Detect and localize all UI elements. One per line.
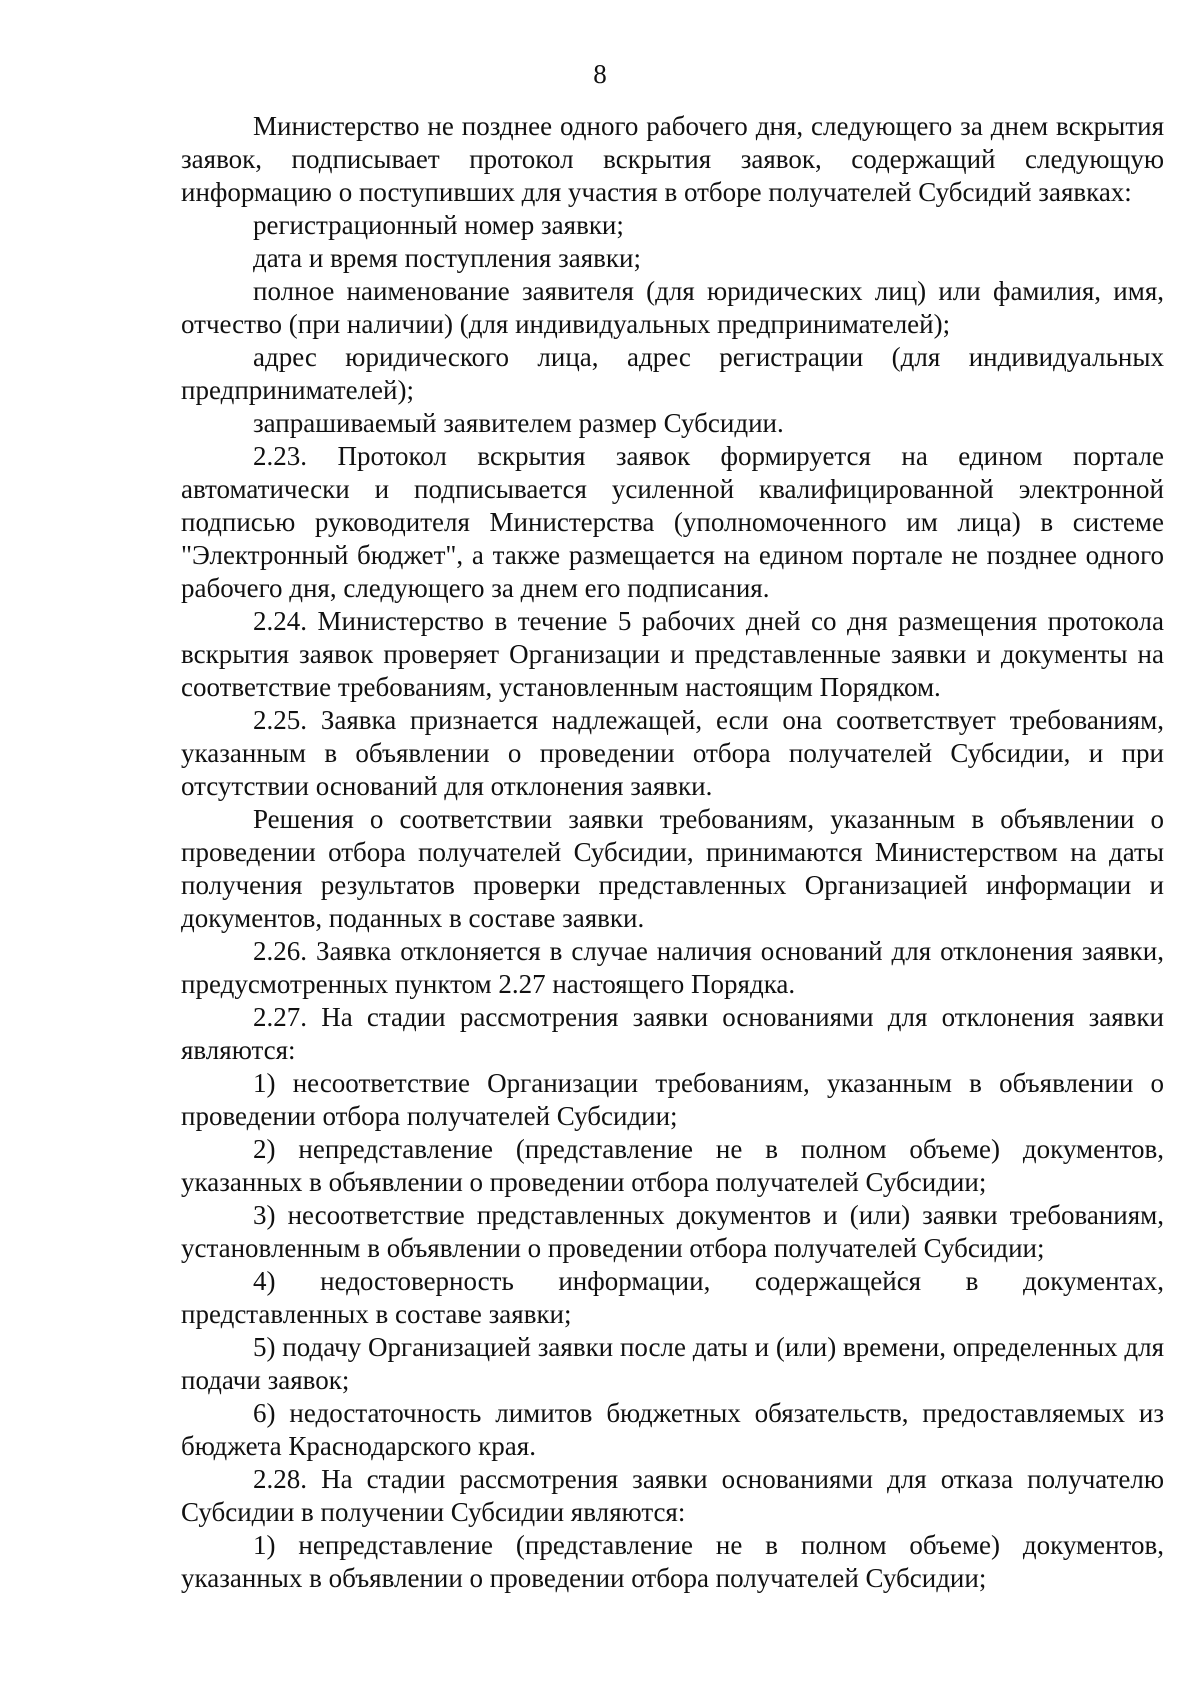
paragraph: полное наименование заявителя (для юридических лиц) или фамилия, имя, отчество (при наличии) (для индивидуальных предпринимателей); bbox=[181, 276, 1164, 339]
page-number: 8 bbox=[593, 59, 607, 89]
paragraph: 5) подачу Организацией заявки после даты и (или) времени, определенных для подачи заявок; bbox=[181, 1332, 1164, 1395]
paragraph: адрес юридического лица, адрес регистрации (для индивидуальных предпринимателей); bbox=[181, 342, 1164, 405]
paragraph: регистрационный номер заявки; bbox=[253, 210, 624, 240]
paragraph: 1) непредставление (представление не в полном объеме) документов, указанных в объявлении о проведении отбора получателей Субсидии; bbox=[181, 1530, 1164, 1593]
paragraph: 2.27. На стадии рассмотрения заявки основаниями для отклонения заявки являются: bbox=[181, 1002, 1164, 1065]
paragraph: Министерство не позднее одного рабочего дня, следующего за днем вскрытия заявок, подписывает протокол вскрытия заявок, содержащий следующую информацию о поступивших для участия в отборе получателей Субсидий заявках: bbox=[181, 111, 1164, 207]
paragraph: 4) недостоверность информации, содержащейся в документах, представленных в составе заявки; bbox=[181, 1266, 1164, 1329]
paragraph: 3) несоответствие представленных документов и (или) заявки требованиям, установленным в объявлении о проведении отбора получателей Субсидии; bbox=[181, 1200, 1164, 1263]
paragraph: Решения о соответствии заявки требованиям, указанным в объявлении о проведении отбора получателей Субсидии, принимаются Министерством на даты получения результатов проверки представленных Организацией информации и документов, поданных в составе заявки. bbox=[181, 804, 1164, 933]
paragraph: 2.28. На стадии рассмотрения заявки основаниями для отказа получателю Субсидии в получении Субсидии являются: bbox=[181, 1464, 1164, 1527]
paragraph: 2.24. Министерство в течение 5 рабочих дней со дня размещения протокола вскрытия заявок проверяет Организации и представленные заявки и документы на соответствие требованиям, установленным настоящим Порядком. bbox=[181, 606, 1164, 702]
paragraph: 2.25. Заявка признается надлежащей, если она соответствует требованиям, указанным в объявлении о проведении отбора получателей Субсидии, и при отсутствии оснований для отклонения заявки. bbox=[181, 705, 1164, 801]
document-body bbox=[181, 110, 1164, 1595]
paragraph: 2.26. Заявка отклоняется в случае наличия оснований для отклонения заявки, предусмотренных пунктом 2.27 настоящего Порядка. bbox=[181, 936, 1164, 999]
paragraph: 2.23. Протокол вскрытия заявок формируется на едином портале автоматически и подписывается усиленной квалифицированной электронной подписью руководителя Министерства (уполномоченного им лица) в системе "Электронный бюджет", а также размещается на едином портале не позднее одного рабочего дня, следующего за днем его подписания. bbox=[181, 441, 1164, 603]
paragraph: запрашиваемый заявителем размер Субсидии. bbox=[253, 408, 784, 438]
paragraph: 6) недостаточность лимитов бюджетных обязательств, предоставляемых из бюджета Краснодарского края. bbox=[181, 1398, 1164, 1461]
paragraph: дата и время поступления заявки; bbox=[253, 243, 641, 273]
paragraph: 1) несоответствие Организации требованиям, указанным в объявлении о проведении отбора получателей Субсидии; bbox=[181, 1068, 1164, 1131]
paragraph: 2) непредставление (представление не в полном объеме) документов, указанных в объявлении о проведении отбора получателей Субсидии; bbox=[181, 1134, 1164, 1197]
